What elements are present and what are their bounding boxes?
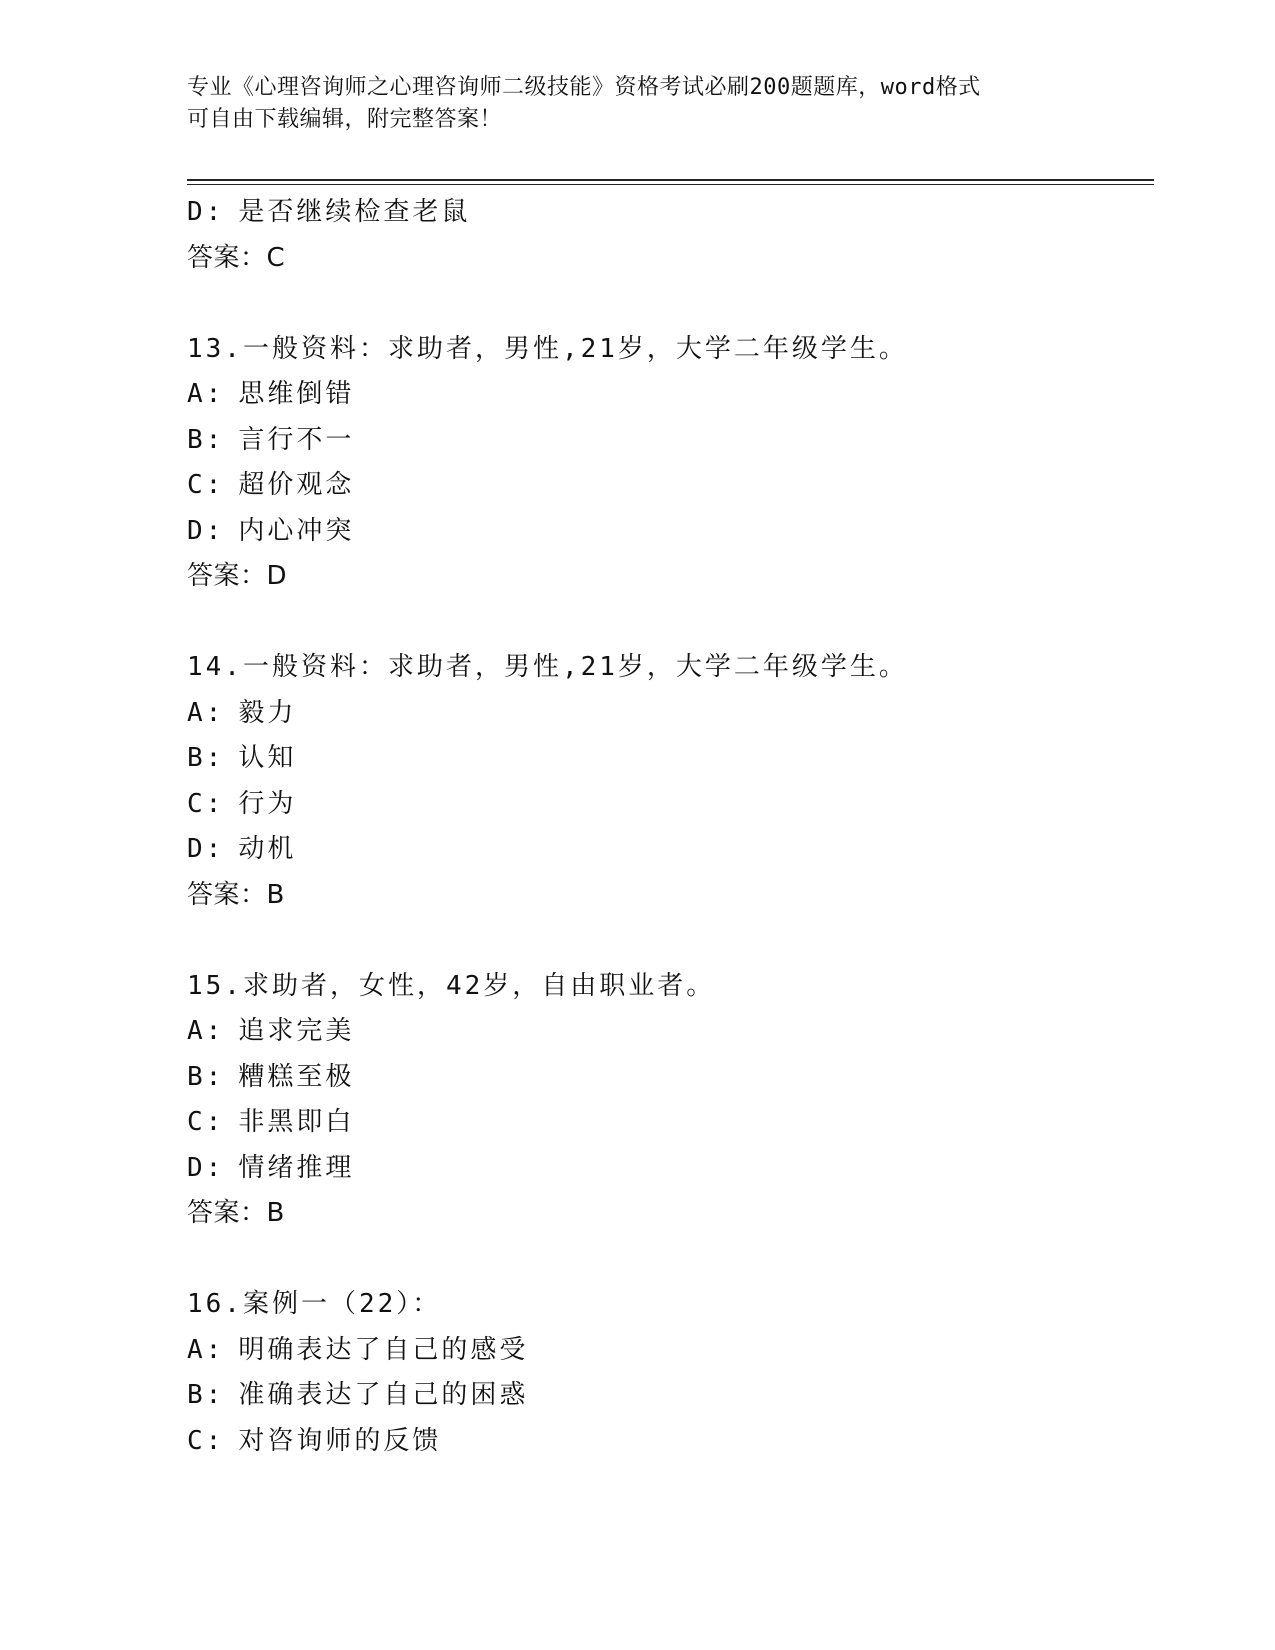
option-separator: : [205,1016,225,1046]
option-b [187,1055,1154,1101]
carryover-block [187,190,1154,281]
option-text: 情绪推理 [238,1152,355,1183]
header-line-2: 可自由下载编辑，附完整答案！ [187,107,503,132]
answer: 答案：B [187,879,285,910]
option-separator: : [205,1380,225,1410]
spacer [187,918,1154,964]
question-13 [187,327,1154,600]
option-separator: : [205,515,225,546]
option-c [187,463,1154,509]
option-text: 行为 [238,788,297,819]
option-text: 言行不一 [238,424,355,455]
option-text: 思维倒错 [238,379,355,409]
question-stem: 13.一般资料：求助者，男性,21岁，大学二年级学生。 [187,333,908,364]
option-letter: D [187,197,206,227]
answer: 答案：B [187,1198,285,1228]
option-text: 毅力 [238,697,297,728]
option-text: 对咨询师的反馈 [238,1425,442,1456]
option-letter: C [187,1107,206,1137]
option-letter: A [187,1016,206,1046]
option-d [187,190,1154,236]
option-c [187,782,1154,828]
question-14 [187,645,1154,918]
question-15 [187,964,1154,1237]
answer: 答案：C [187,242,286,273]
option-text: 明确表达了自己的感受 [238,1334,529,1365]
option-b [187,736,1154,782]
option-separator: : [205,697,225,728]
option-a [187,691,1154,737]
option-text: 超价观念 [238,470,355,500]
option-separator: : [205,788,225,819]
option-d [187,1146,1154,1192]
page-header [187,72,1067,136]
option-letter: C [187,1425,206,1456]
option-separator: : [205,743,225,773]
option-letter: C [187,788,206,819]
option-text: 追求完美 [238,1016,355,1046]
question-list [187,190,1154,1464]
option-d [187,827,1154,873]
question-stem: 16.案例一（22）： [187,1289,442,1319]
option-letter: B [187,743,206,773]
option-letter: A [187,1334,206,1365]
question-stem: 15.求助者，女性，42岁，自由职业者。 [187,970,716,1001]
option-b [187,418,1154,464]
option-c [187,1100,1154,1146]
option-separator: : [205,1425,225,1456]
option-separator: : [205,1107,225,1137]
spacer [187,1237,1154,1283]
spacer [187,281,1154,327]
header-line-1: 专业《心理咨询师之心理咨询师二级技能》资格考试必刷200题题库，word格式 [187,75,981,100]
option-a [187,1328,1154,1374]
option-separator: : [205,1334,225,1365]
option-letter: D [187,515,206,546]
option-text: 糟糕至极 [238,1061,355,1092]
question-stem: 14.一般资料：求助者，男性,21岁，大学二年级学生。 [187,652,908,682]
option-letter: C [187,470,206,500]
option-text: 非黑即白 [238,1107,355,1137]
option-letter: B [187,1380,206,1410]
option-text: 动机 [238,834,297,864]
option-separator: : [205,1061,225,1092]
option-text: 是否继续检查老鼠 [238,197,471,227]
option-separator: : [205,379,225,409]
answer: 答案：D [187,561,288,591]
option-letter: A [187,697,206,728]
header-divider-thick [187,179,1154,181]
option-letter: B [187,424,206,455]
option-separator: : [205,424,225,455]
option-letter: D [187,834,206,864]
header-divider-thin [187,184,1154,185]
option-separator: : [205,834,225,864]
option-b [187,1373,1154,1419]
option-text: 准确表达了自己的困惑 [238,1380,529,1410]
option-a [187,1009,1154,1055]
option-text: 认知 [238,743,297,773]
option-separator: : [205,1152,225,1183]
option-letter: B [187,1061,206,1092]
option-separator: : [205,197,225,227]
option-text: 内心冲突 [238,515,355,546]
option-a [187,372,1154,418]
spacer [187,600,1154,646]
option-separator: : [205,470,225,500]
option-c [187,1419,1154,1465]
question-16 [187,1282,1154,1464]
option-letter: A [187,379,206,409]
option-d [187,509,1154,555]
option-letter: D [187,1152,206,1183]
